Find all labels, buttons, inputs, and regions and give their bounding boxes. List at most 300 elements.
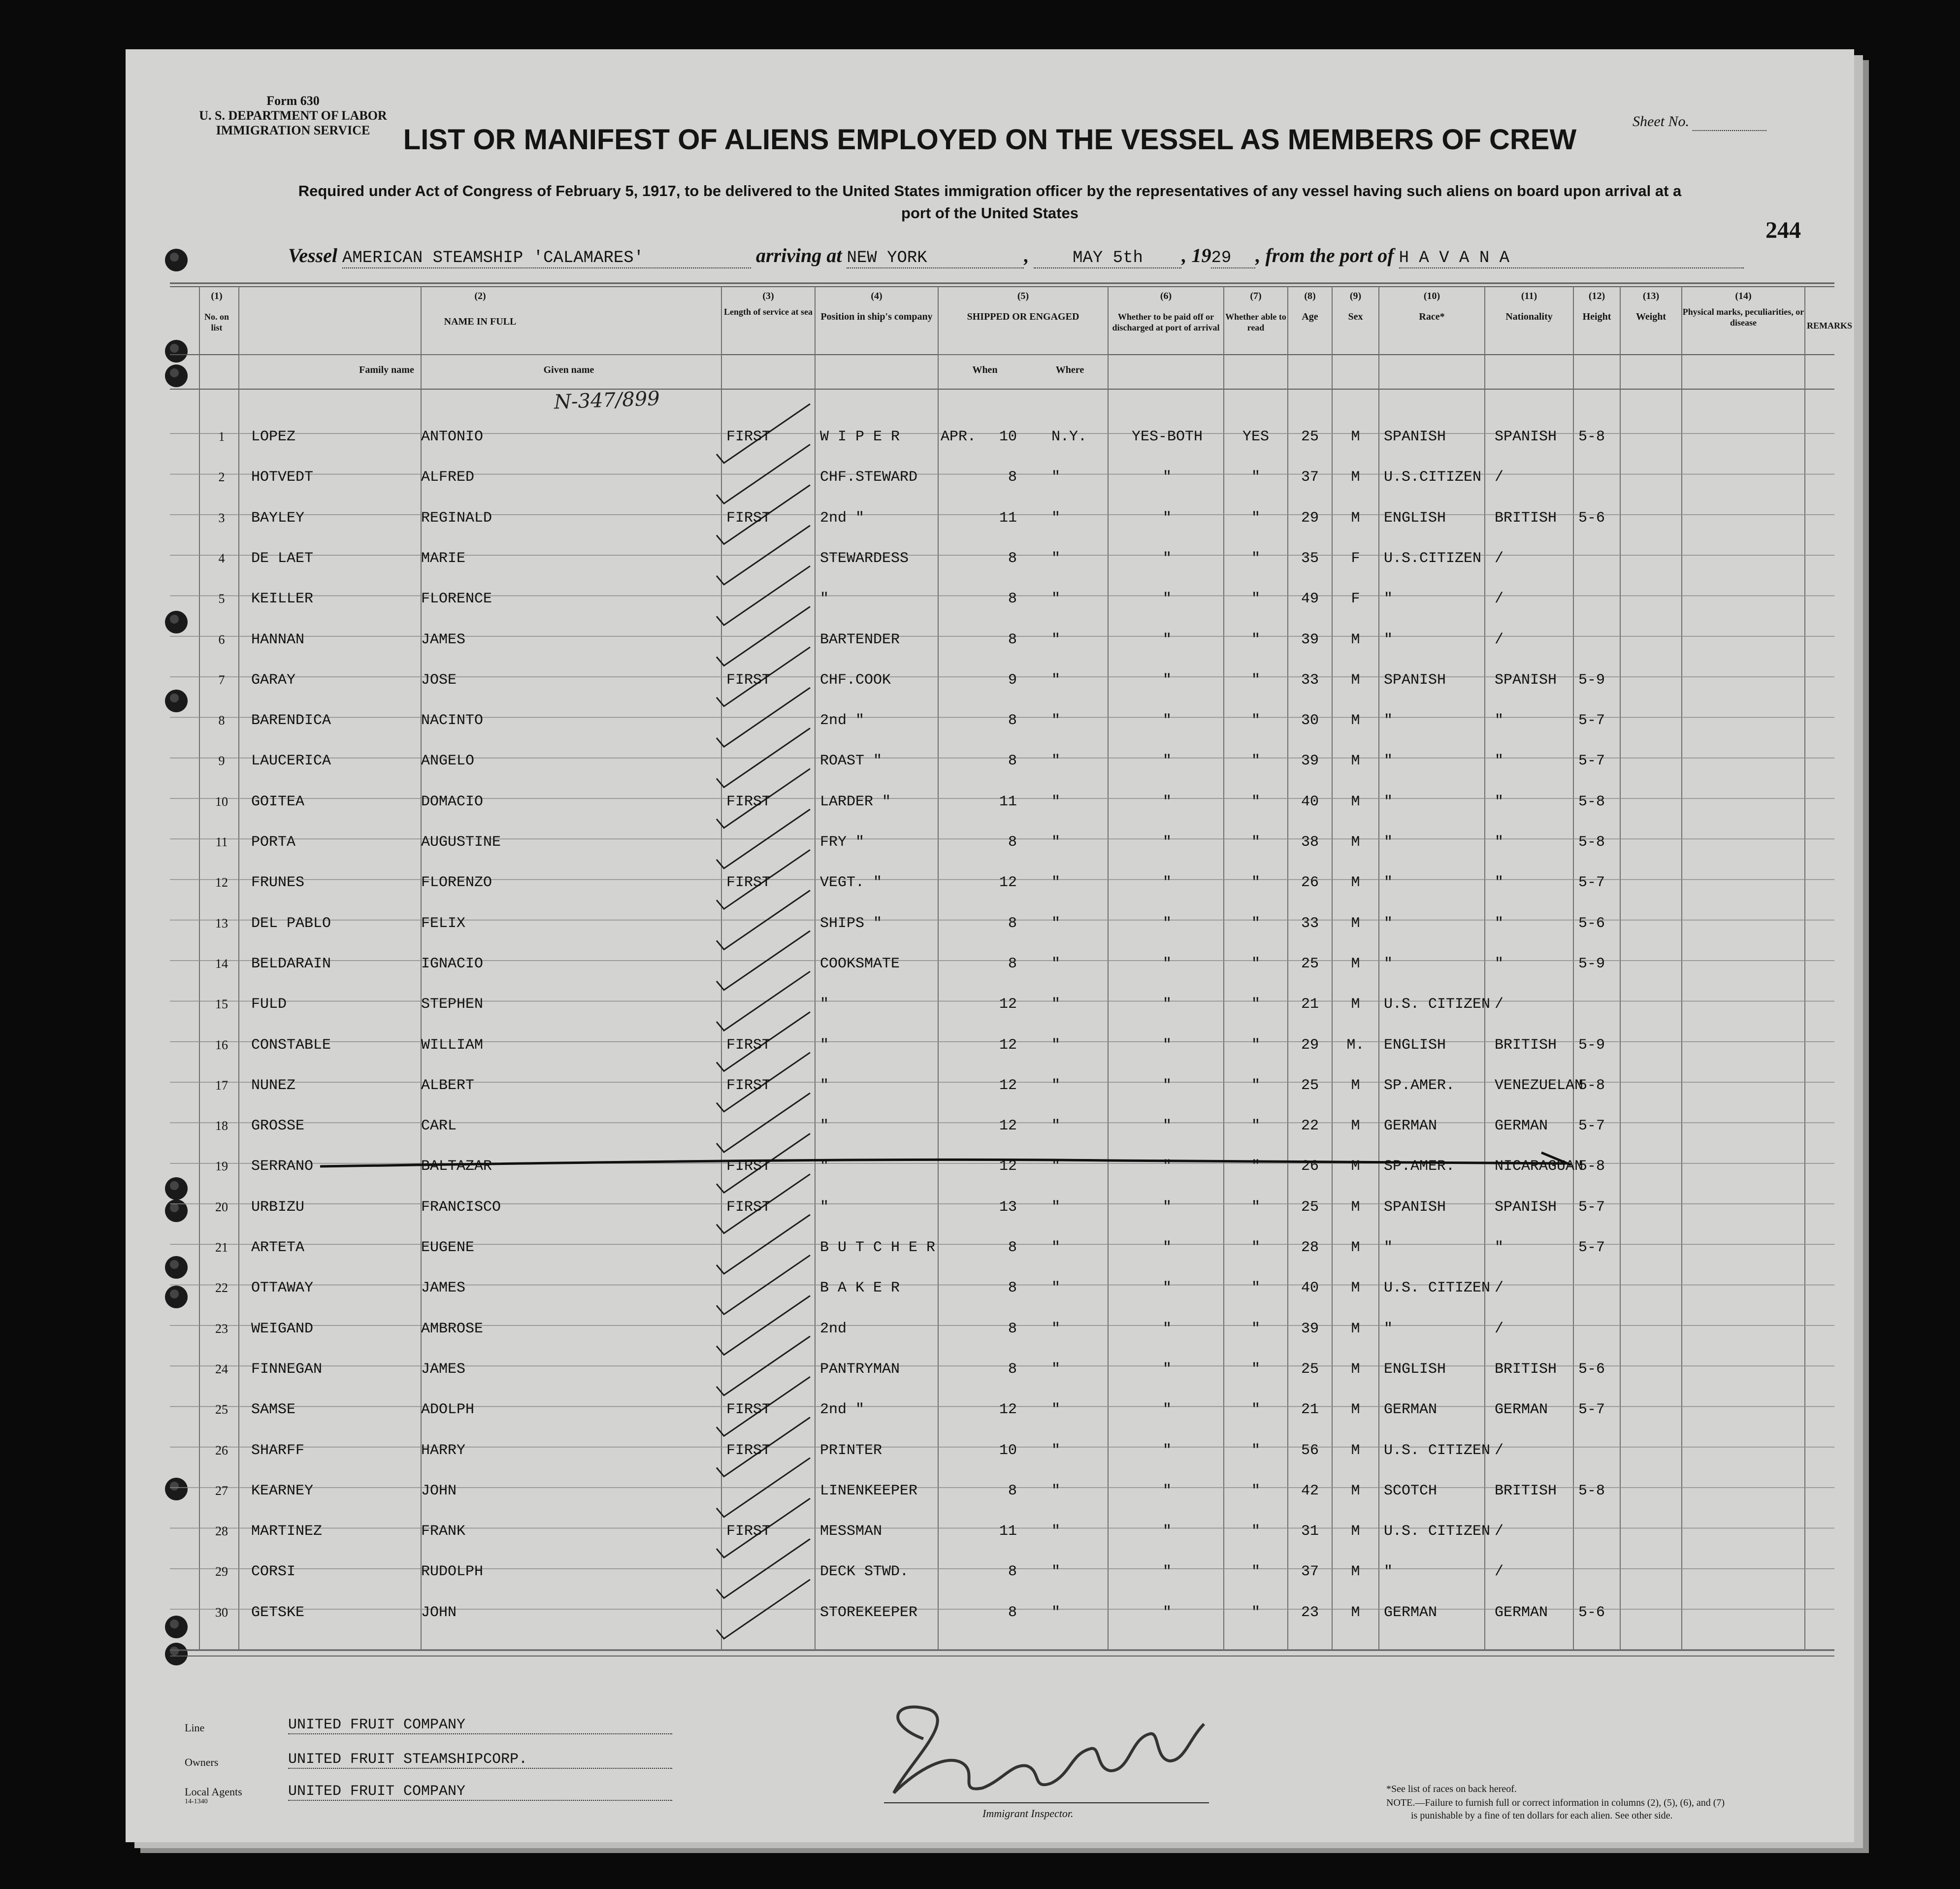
sex-cell: M: [1351, 955, 1360, 972]
family-name-cell: CONSTABLE: [251, 1036, 331, 1054]
paid-off-cell: ": [1162, 1239, 1172, 1256]
col-header-height: (12) Height: [1582, 291, 1611, 322]
paid-off-cell: ": [1162, 550, 1172, 567]
shipped-where-cell: ": [1051, 671, 1061, 689]
age-cell: 31: [1301, 1523, 1319, 1540]
race-cell: SPANISH: [1384, 1198, 1446, 1216]
given-name-cell: CARL: [421, 1118, 457, 1135]
row-number-cell: 27: [215, 1483, 228, 1498]
sex-cell: M: [1351, 1401, 1360, 1419]
col-header-weight: (13) Weight: [1635, 291, 1666, 322]
shipped-when-cell: 8: [1008, 915, 1017, 932]
position-cell: ": [820, 1118, 829, 1135]
height-cell: 5-6: [1578, 1360, 1605, 1378]
nationality-cell: ": [1495, 834, 1504, 851]
paid-off-cell: ": [1162, 753, 1172, 770]
service-cell: FIRST: [726, 1158, 771, 1175]
paid-off-cell: ": [1162, 1077, 1172, 1094]
family-name-cell: DE LAET: [251, 550, 314, 567]
departure-port: H A V A N A: [1399, 249, 1744, 268]
shipped-when-cell: 8: [1008, 1482, 1017, 1499]
shipped-when-cell: 8: [1008, 1239, 1017, 1256]
shipped-where-cell: ": [1051, 1320, 1061, 1337]
race-cell: GERMAN: [1384, 1401, 1437, 1419]
race-cell: U.S.CITIZEN: [1384, 550, 1482, 567]
height-cell: 5-7: [1578, 1401, 1605, 1419]
race-cell: SPANISH: [1384, 429, 1446, 445]
sex-cell: M: [1351, 874, 1360, 892]
position-cell: 2nd ": [820, 712, 865, 729]
given-name-cell: MARIE: [421, 550, 466, 567]
given-name-cell: FRANCISCO: [421, 1198, 501, 1216]
age-cell: 22: [1301, 1118, 1319, 1135]
col-header-nationality: (11) Nationality: [1505, 291, 1553, 322]
nationality-cell: VENEZUELAN: [1495, 1077, 1584, 1094]
sex-cell: M: [1351, 1077, 1360, 1094]
sex-cell: M: [1351, 996, 1360, 1013]
col-header-sex: (9) Sex: [1348, 291, 1363, 322]
sex-cell: M: [1351, 793, 1360, 810]
shipped-when-cell: 8: [1008, 1604, 1017, 1621]
nationality-cell: /: [1495, 550, 1504, 567]
race-cell: ": [1384, 1563, 1393, 1581]
sex-cell: M: [1351, 1239, 1360, 1256]
shipped-where-cell: ": [1051, 955, 1061, 972]
shipped-where-cell: ": [1051, 753, 1061, 770]
given-name-cell: FLORENCE: [421, 591, 492, 608]
row-number-cell: 6: [218, 632, 225, 647]
able-to-read-cell: ": [1251, 915, 1260, 932]
race-cell: GERMAN: [1384, 1604, 1437, 1621]
family-name-cell: LAUCERICA: [251, 753, 331, 770]
col-header-race: (10) Race*: [1419, 291, 1445, 322]
nationality-cell: BRITISH: [1495, 509, 1557, 527]
shipped-month-cell: APR.: [941, 429, 977, 445]
given-name-cell: AMBROSE: [421, 1320, 484, 1337]
sex-cell: M: [1351, 1320, 1360, 1337]
family-name-cell: OTTAWAY: [251, 1280, 314, 1297]
arrival-date: MAY 5th: [1034, 249, 1181, 268]
able-to-read-cell: ": [1251, 1563, 1260, 1581]
col-header-paid-off: (6) Whether to be paid off or discharged at port of arrival: [1112, 291, 1220, 332]
height-cell: 5-7: [1578, 753, 1605, 770]
given-name-cell: FLORENZO: [421, 874, 492, 892]
shipped-where-cell: ": [1051, 1158, 1061, 1175]
able-to-read-cell: ": [1251, 1320, 1260, 1337]
given-name-cell: HARRY: [421, 1442, 466, 1459]
height-cell: 5-7: [1578, 1239, 1605, 1256]
sex-cell: M.: [1346, 1036, 1365, 1054]
position-cell: ": [820, 1077, 829, 1094]
race-cell: ": [1384, 1320, 1393, 1337]
height-cell: 5-8: [1578, 834, 1605, 851]
sex-cell: M: [1351, 631, 1360, 648]
nationality-cell: SPANISH: [1495, 671, 1557, 689]
paid-off-cell: ": [1162, 996, 1172, 1013]
shipped-where-cell: ": [1051, 1442, 1061, 1459]
family-name-cell: SAMSE: [251, 1401, 296, 1419]
age-cell: 35: [1301, 550, 1319, 567]
paid-off-cell: ": [1162, 591, 1172, 608]
service-cell: FIRST: [726, 793, 771, 810]
shipped-where-cell: ": [1051, 1036, 1061, 1054]
family-name-cell: BAYLEY: [251, 509, 305, 527]
given-name-cell: JAMES: [421, 631, 466, 648]
able-to-read-cell: ": [1251, 712, 1260, 729]
shipped-where-cell: ": [1051, 712, 1061, 729]
age-cell: 33: [1301, 671, 1319, 689]
race-cell: U.S. CITIZEN: [1384, 1280, 1491, 1297]
shipped-where-cell: N.Y.: [1051, 429, 1087, 445]
age-cell: 28: [1301, 1239, 1319, 1256]
handwritten-note: N-347/899: [554, 387, 660, 414]
race-cell: ENGLISH: [1384, 1036, 1446, 1054]
shipped-where-cell: ": [1051, 1523, 1061, 1540]
family-name-cell: MARTINEZ: [251, 1523, 323, 1540]
position-cell: ": [820, 591, 829, 608]
sex-cell: M: [1351, 1482, 1360, 1499]
paid-off-cell: ": [1162, 834, 1172, 851]
shipped-when-cell: 12: [999, 874, 1017, 892]
given-name-cell: FRANK: [421, 1523, 466, 1540]
given-name-cell: JAMES: [421, 1360, 466, 1378]
able-to-read-cell: ": [1251, 1239, 1260, 1256]
footer-form-code: 14-1340: [185, 1798, 208, 1805]
given-name-cell: JAMES: [421, 1280, 466, 1297]
shipped-when-cell: 8: [1008, 1563, 1017, 1581]
shipped-when-cell: 8: [1008, 753, 1017, 770]
family-name-cell: BARENDICA: [251, 712, 331, 729]
nationality-cell: /: [1495, 1523, 1504, 1540]
shipped-when-cell: 9: [1008, 671, 1017, 689]
height-cell: 5-6: [1578, 1604, 1605, 1621]
able-to-read-cell: ": [1251, 955, 1260, 972]
sheet-number-label: Sheet No.: [1633, 113, 1766, 131]
age-cell: 42: [1301, 1482, 1319, 1499]
nationality-cell: ": [1495, 793, 1504, 810]
note-line2: is punishable by a fine of ten dollars for each alien. See other side.: [1411, 1810, 1673, 1821]
race-cell: ": [1384, 591, 1393, 608]
service-cell: FIRST: [726, 874, 771, 892]
able-to-read-cell: ": [1251, 469, 1260, 486]
age-cell: 56: [1301, 1442, 1319, 1459]
height-cell: 5-8: [1578, 1482, 1605, 1499]
row-number-cell: 17: [215, 1078, 228, 1093]
shipped-when-cell: 11: [999, 793, 1017, 810]
age-cell: 29: [1301, 509, 1319, 527]
shipped-when-cell: 12: [999, 1036, 1017, 1054]
vessel-line: Vessel AMERICAN STEAMSHIP 'CALAMARES' arriving at NEW YORK , MAY 5th , 1929 , from the port of H A V A N A: [288, 244, 1744, 268]
paid-off-cell: ": [1162, 1158, 1172, 1175]
shipped-when-cell: 13: [999, 1198, 1017, 1216]
row-number-cell: 20: [215, 1199, 228, 1214]
shipped-when-cell: 12: [999, 996, 1017, 1013]
family-name-cell: ARTETA: [251, 1239, 305, 1256]
col-header-position: (4) Position in ship's company: [820, 291, 933, 322]
race-cell: ": [1384, 834, 1393, 851]
able-to-read-cell: ": [1251, 1077, 1260, 1094]
sex-cell: M: [1351, 1280, 1360, 1297]
age-cell: 26: [1301, 1158, 1319, 1175]
position-cell: LINENKEEPER: [820, 1482, 918, 1499]
shipped-when-cell: 8: [1008, 469, 1017, 486]
race-cell: ": [1384, 955, 1393, 972]
sex-cell: M: [1351, 915, 1360, 932]
row-number-cell: 2: [218, 470, 225, 485]
nationality-cell: ": [1495, 753, 1504, 770]
sex-cell: M: [1351, 671, 1360, 689]
age-cell: 21: [1301, 996, 1319, 1013]
age-cell: 37: [1301, 1563, 1319, 1581]
paid-off-cell: ": [1162, 1563, 1172, 1581]
able-to-read-cell: ": [1251, 1118, 1260, 1135]
page-subtitle-line1: Required under Act of Congress of February 5, 1917, to be delivered to the United States immigration officer by the representatives of any vessel having such aliens on board upon arrival at a: [298, 182, 1682, 199]
sex-cell: M: [1351, 1442, 1360, 1459]
footer-owners-label: Owners: [185, 1756, 219, 1768]
shipped-when-cell: 10: [999, 429, 1017, 445]
shipped-when-cell: 11: [999, 509, 1017, 527]
sex-cell: M: [1351, 1563, 1360, 1581]
shipped-when-cell: 8: [1008, 955, 1017, 972]
sex-cell: M: [1351, 1604, 1360, 1621]
given-name-cell: IGNACIO: [421, 955, 484, 972]
age-cell: 25: [1301, 1360, 1319, 1378]
given-name-cell: STEPHEN: [421, 996, 484, 1013]
inspector-signature: [864, 1680, 1219, 1827]
able-to-read-cell: ": [1251, 671, 1260, 689]
height-cell: 5-9: [1578, 955, 1605, 972]
paid-off-cell: ": [1162, 631, 1172, 648]
race-cell: U.S. CITIZEN: [1384, 1523, 1491, 1540]
shipped-where-cell: ": [1051, 1563, 1061, 1581]
shipped-where-cell: ": [1051, 1077, 1061, 1094]
position-cell: STOREKEEPER: [820, 1604, 918, 1621]
service-cell: FIRST: [726, 429, 771, 445]
sex-cell: M: [1351, 753, 1360, 770]
height-cell: 5-6: [1578, 509, 1605, 527]
position-cell: FRY ": [820, 834, 865, 851]
given-name-cell: ANTONIO: [421, 429, 484, 445]
age-cell: 37: [1301, 469, 1319, 486]
row-number-cell: 30: [215, 1605, 228, 1620]
given-name-cell: ALFRED: [421, 469, 475, 486]
page-title: LIST OR MANIFEST OF ALIENS EMPLOYED ON THE VESSEL AS MEMBERS OF CREW: [403, 124, 1577, 156]
position-cell: VEGT. ": [820, 874, 882, 892]
shipped-where-cell: ": [1051, 591, 1061, 608]
age-cell: 39: [1301, 1320, 1319, 1337]
arrival-port: NEW YORK: [847, 249, 1024, 268]
service-cell: FIRST: [726, 1198, 771, 1216]
form-service: IMMIGRATION SERVICE: [216, 123, 370, 137]
able-to-read-cell: ": [1251, 793, 1260, 810]
family-name-cell: URBIZU: [251, 1198, 305, 1216]
position-cell: B U T C H E R: [820, 1239, 936, 1256]
sex-cell: M: [1351, 712, 1360, 729]
age-cell: 21: [1301, 1401, 1319, 1419]
row-number-cell: 16: [215, 1037, 228, 1052]
position-cell: ": [820, 996, 829, 1013]
nationality-cell: BRITISH: [1495, 1036, 1557, 1054]
race-cell: ": [1384, 874, 1393, 892]
given-name-cell: RUDOLPH: [421, 1563, 484, 1581]
shipped-when-cell: 12: [999, 1118, 1017, 1135]
family-name-cell: GROSSE: [251, 1118, 305, 1135]
row-number-cell: 19: [215, 1159, 228, 1174]
given-name-cell: DOMACIO: [421, 793, 484, 810]
shipped-where-cell: ": [1051, 1401, 1061, 1419]
service-cell: FIRST: [726, 1036, 771, 1054]
paid-off-cell: ": [1162, 1036, 1172, 1054]
row-number-cell: 11: [215, 835, 228, 849]
able-to-read-cell: ": [1251, 996, 1260, 1013]
position-cell: CHF.COOK: [820, 671, 891, 689]
row-number-cell: 25: [215, 1402, 228, 1417]
given-name-cell: AUGUSTINE: [421, 834, 501, 851]
shipped-when-cell: 12: [999, 1077, 1017, 1094]
nationality-cell: /: [1495, 1563, 1504, 1581]
race-cell: ENGLISH: [1384, 509, 1446, 527]
paid-off-cell: ": [1162, 671, 1172, 689]
nationality-cell: GERMAN: [1495, 1401, 1548, 1419]
shipped-where-cell: ": [1051, 509, 1061, 527]
paid-off-cell: ": [1162, 712, 1172, 729]
nationality-cell: /: [1495, 631, 1504, 648]
age-cell: 25: [1301, 1198, 1319, 1216]
footer-line-label: Line: [185, 1722, 205, 1734]
col-header-physical-marks: (14) Physical marks, peculiarities, or disease: [1682, 291, 1804, 328]
family-name-cell: LOPEZ: [251, 429, 296, 445]
position-cell: SHIPS ": [820, 915, 882, 932]
nationality-cell: SPANISH: [1495, 429, 1557, 445]
shipped-when-cell: 11: [999, 1523, 1017, 1540]
race-cell: U.S. CITIZEN: [1384, 996, 1491, 1013]
able-to-read-cell: ": [1251, 753, 1260, 770]
nationality-cell: /: [1495, 591, 1504, 608]
family-name-cell: HOTVEDT: [251, 469, 314, 486]
arrival-year: 29: [1211, 249, 1255, 268]
position-cell: PANTRYMAN: [820, 1360, 900, 1378]
paid-off-cell: ": [1162, 509, 1172, 527]
nationality-cell: GERMAN: [1495, 1118, 1548, 1135]
row-number-cell: 1: [218, 430, 225, 444]
paid-off-cell: ": [1162, 1320, 1172, 1337]
sex-cell: M: [1351, 1523, 1360, 1540]
shipped-where-cell: ": [1051, 631, 1061, 648]
age-cell: 26: [1301, 874, 1319, 892]
nationality-cell: /: [1495, 1320, 1504, 1337]
paid-off-cell: ": [1162, 1401, 1172, 1419]
note-races: *See list of races on back hereof.: [1386, 1784, 1517, 1794]
sex-cell: M: [1351, 1118, 1360, 1135]
family-name-cell: DEL PABLO: [251, 915, 331, 932]
able-to-read-cell: ": [1251, 1198, 1260, 1216]
form-number: Form 630: [266, 94, 320, 108]
able-to-read-cell: ": [1251, 1036, 1260, 1054]
shipped-where-cell: ": [1051, 550, 1061, 567]
paid-off-cell: ": [1162, 1198, 1172, 1216]
shipped-where-cell: ": [1051, 1198, 1061, 1216]
col-header-given-name: Given name: [543, 365, 594, 375]
race-cell: ": [1384, 753, 1393, 770]
col-header-where: Where: [1055, 365, 1084, 375]
service-cell: FIRST: [726, 671, 771, 689]
position-cell: BARTENDER: [820, 631, 900, 648]
col-header-remarks: REMARKS: [1806, 321, 1852, 331]
given-name-cell: JOSE: [421, 671, 457, 689]
nationality-cell: BRITISH: [1495, 1482, 1557, 1499]
row-number-cell: 8: [218, 713, 225, 728]
family-name-cell: GARAY: [251, 671, 296, 689]
family-name-cell: SHARFF: [251, 1442, 305, 1459]
age-cell: 49: [1301, 591, 1319, 608]
able-to-read-cell: ": [1251, 550, 1260, 567]
vessel-name: AMERICAN STEAMSHIP 'CALAMARES': [342, 249, 751, 268]
shipped-when-cell: 8: [1008, 591, 1017, 608]
note-line1: NOTE.—Failure to furnish full or correct information in columns (2), (5), (6), and (7): [1386, 1797, 1725, 1808]
row-number-cell: 3: [218, 510, 225, 525]
nationality-cell: ": [1495, 712, 1504, 729]
height-cell: 5-9: [1578, 1036, 1605, 1054]
shipped-where-cell: ": [1051, 1280, 1061, 1297]
sex-cell: M: [1351, 469, 1360, 486]
age-cell: 30: [1301, 712, 1319, 729]
sex-cell: M: [1351, 429, 1360, 445]
age-cell: 25: [1301, 1077, 1319, 1094]
able-to-read-cell: YES: [1242, 429, 1269, 445]
able-to-read-cell: ": [1251, 1158, 1260, 1175]
row-number-cell: 4: [218, 551, 225, 565]
row-number-cell: 9: [218, 754, 225, 768]
family-name-cell: HANNAN: [251, 631, 305, 648]
race-cell: ": [1384, 712, 1393, 729]
shipped-where-cell: ": [1051, 469, 1061, 486]
age-cell: 38: [1301, 834, 1319, 851]
shipped-where-cell: ": [1051, 834, 1061, 851]
row-number-cell: 22: [215, 1281, 228, 1295]
race-cell: SP.AMER.: [1384, 1158, 1455, 1175]
age-cell: 40: [1301, 793, 1319, 810]
nationality-cell: ": [1495, 874, 1504, 892]
able-to-read-cell: ": [1251, 1401, 1260, 1419]
row-number-cell: 26: [215, 1443, 228, 1458]
shipped-where-cell: ": [1051, 915, 1061, 932]
sex-cell: F: [1351, 550, 1360, 567]
nationality-cell: /: [1495, 1442, 1504, 1459]
paid-off-cell: ": [1162, 1280, 1172, 1297]
height-cell: 5-8: [1578, 1158, 1605, 1175]
position-cell: DECK STWD.: [820, 1563, 909, 1581]
race-cell: U.S.CITIZEN: [1384, 469, 1482, 486]
given-name-cell: JOHN: [421, 1604, 457, 1621]
row-number-cell: 15: [215, 997, 228, 1012]
page-subtitle-line2: port of the United States: [901, 204, 1078, 222]
paid-off-cell: ": [1162, 955, 1172, 972]
col-header-service: (3) Length of service at sea: [724, 291, 813, 317]
row-number-cell: 10: [215, 794, 228, 809]
height-cell: 5-7: [1578, 1198, 1605, 1216]
col-header-shipped: (5) SHIPPED OR ENGAGED: [967, 291, 1079, 322]
race-cell: ": [1384, 631, 1393, 648]
nationality-cell: ": [1495, 955, 1504, 972]
row-number-cell: 13: [215, 916, 228, 930]
shipped-when-cell: 8: [1008, 1360, 1017, 1378]
age-cell: 33: [1301, 915, 1319, 932]
given-name-cell: JOHN: [421, 1482, 457, 1499]
family-name-cell: WEIGAND: [251, 1320, 314, 1337]
service-cell: FIRST: [726, 509, 771, 527]
nationality-cell: ": [1495, 915, 1504, 932]
given-name-cell: WILLIAM: [421, 1036, 484, 1054]
